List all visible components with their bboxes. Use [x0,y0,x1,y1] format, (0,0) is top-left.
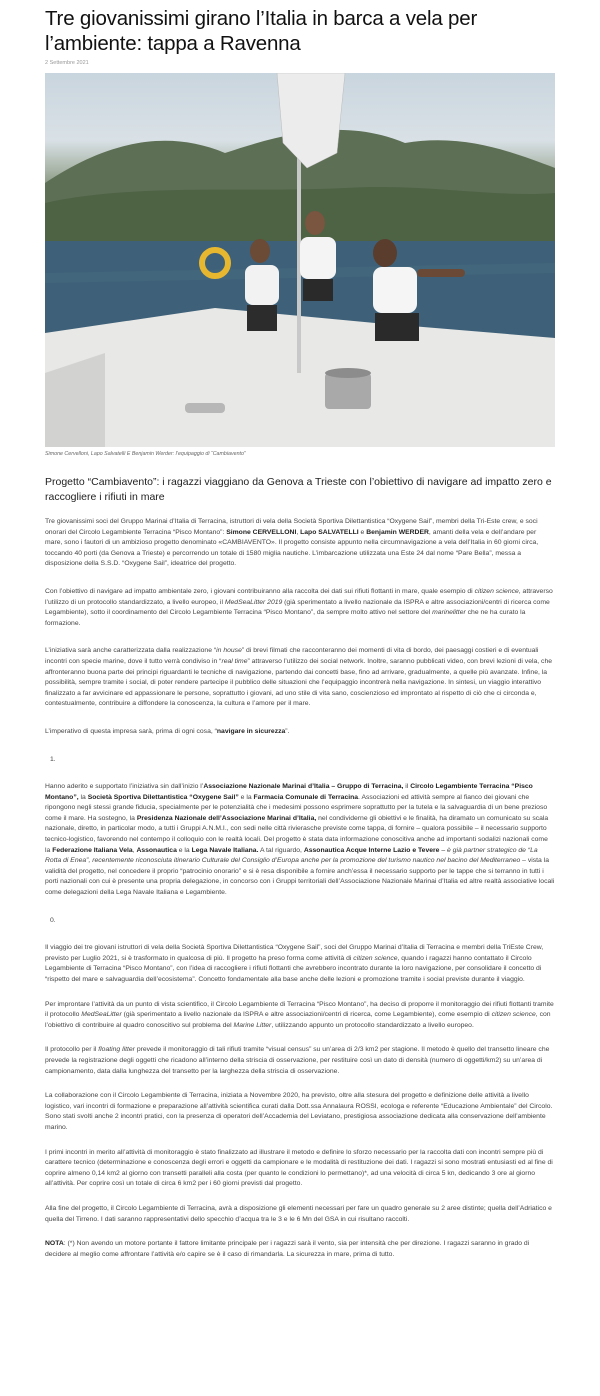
paragraph-3: L’iniziativa sarà anche caratterizzata dalla realizzazione “in house” di brevi filmati che racconteranno dei momenti di vita di bordo, dei paesaggi costieri e di eventuali incontri con specie marine, dove il tutto verrà condiviso in “real time” attraverso l’utilizzo dei social network. Inoltre, saranno pubblicati video, con brevi lezioni di vela, che affronteranno buona parte dei principi riguardanti le tecniche di navigazione, partendo dai concetti base, fino ad arrivare, gradualmente, a quelle più avanzate. Infine, la possibilità, sempre tramite i social, di poter rendere partecipe il pubblico delle situazioni che l’equipaggio incontrerà nella navigazione. In sintesi, un viaggio interattivo finalizzato a far avvicinare ed appassionare le persone, soprattutto i giovani, ad uno stile di vita sano, coscienzioso ed improntato al rispetto di ciò che ci circonda e, contestualmente, contribuire a diffondere la conoscenza, la cultura e l’amore per il mare. [45,647,553,708]
paragraph-5: Hanno aderito e supportato l’iniziativa sin dall’inizio l’Associazione Nazionale Marinai d’Italia – Gruppo di Terracina, il Circolo Legambiente Terracina “Pisco Montano”, la Società Sportiva Dilettantistica “Oxygene Sail” e la Farmacia Comunale di Terracina. Associazioni ed attività sempre al fianco dei giovani che ripongono negli stessi grande fiducia, specialmente per le potenzialità che i medesimi possono esprimere soprattutto per la tutela e la salvaguardia di un bene prezioso come il mare. Ha sostegno, la Presidenza Nazionale dell’Associazione Marinai d’Italia, nel condividerne gli obiettivi e le finalità, ha diramato un comunicato su scala nazionale, diretto, in particolar modo, a tutti i Gruppi A.N.M.I., con sedi nelle città rivierasche previste come tappa, di fornire – qualora possibile – il necessario supporto tecnico-logistico, favorendo nel contempo il colloquio con le realtà locali. Del progetto è stata data informazione conoscitiva anche ad importanti sodalizi nazionali come la Federazione Italiana Vela, Assonautica e la Lega Navale Italiana. A tal riguardo, Assonautica Acque Interne Lazio e Tevere – è già partner strategico de “La Rotta di Enea”, recentemente riconosciuta itinerario Culturale del Consiglio d’Europa anche per la promozione del turismo nautico nel bacino del Mediterraneo – vista la validità del progetto, nel concedere il proprio “patrocinio onorario” e si è resa disponibile a fornire anch’essa il necessario supporto per le tappe che si terranno in tutti i porti nazionali con cui è presente una propria delegazione, in concorso con i Gruppi territoriali dell’Associazione Nazionale Marinai d’Italia ed altre realtà associative locali come delegazioni della Lega Navale Italiana e Legambiente. [45,783,555,897]
article-photo [45,73,555,447]
paragraph-1: Tre giovanissimi soci del Gruppo Marinai d’Italia di Terracina, istruttori di vela della Società Sportiva Dilettantistica “Oxygene Sail”, membri della Tri-Este crew, e soci onorari del Circolo Legambiente Terracina “Pisco Montano”: Simone CERVELLONI, Lapo SALVATELLI e Benjamin WERDER, amanti della vela e dell’andare per mare, sono i fautori di un ambizioso progetto denominato «CAMBIAVENTO». Il progetto consiste appunto nella circumnavigazione a vela dell’Italia in 60 giorni circa, toccando 40 porti (da Genova a Trieste) e percorrendo un totale di 1580 miglia nautiche. L’imbarcazione utilizzata una Este 24 dal nome “Pare Bella”, messa a disposizione della S.S.D. “Oxygene Sail”, ideatrice del progetto. [45,518,539,568]
list-marker-2: 0. [50,916,56,924]
paragraph-6: Il viaggio dei tre giovani istruttori di vela della Società Sportiva Dilettantistica “Oxygene Sail”, soci del Gruppo Marinai d’Italia di Terracina e membri della TriEste Crew, previsto per Luglio 2021, si è trasformato in qualcosa di più. Il progetto ha preso forma come attività di citizen science, quando i ragazzi hanno contattato il Circolo Legambiente di Terracina “Pisco Montano”, con l’idea di raccogliere i rifiuti flottanti che avrebbero incontrato durante la loro navigazione, per consolidare il concetto di “rispetto del mare e salvaguardia dell’ecosistema”. Concetto fondamentale alla base anche delle lezioni e promozione tramite i social previste durante il viaggio. [45,944,544,983]
photo-illustration [45,73,555,447]
paragraph-2: Con l’obiettivo di navigare ad impatto ambientale zero, i giovani contribuiranno alla raccolta dei dati sui rifiuti flottanti in mare, quale esempio di citizen science, attraverso l’utilizzo di un protocollo standardizzato, a livello europeo, il MedSeaLitter 2019 (già sperimentato a livello nazionale da ISPRA e altre associazioni/centri di ricerca come Legambiente), sotto il coordinamento del Circolo Legambiente Terracina “Pisco Montano”, da sempre molto attivo nel settore del marinelitter che ne ha curato la formazione. [45,587,553,627]
paragraph-7: Per improntare l’attività da un punto di vista scientifico, il Circolo Legambiente di Terracina “Pisco Montano”, ha deciso di proporre il monitoraggio dei rifiuti flottanti tramite il protocollo MedSeaLitter (già sperimentato a livello nazionale da ISPRA e altre associazioni/centri di ricerca, come Legambiente), come esempio di citizen science, con l’obiettivo di contribuire al quadro conoscitivo sul problema del Marine Litter, utilizzando appunto un protocollo standardizzato a livello europeo. [45,1000,554,1029]
paragraph-4: L’imperativo di questa impresa sarà, prima di ogni cosa, “navigare in sicurezza”. [45,727,290,735]
article [45,0,555,1260]
paragraph-12: NOTA: (*) Non avendo un motore portante il fattore limitante principale per i ragazzi sarà il vento, sia per intensità che per direzione. I ragazzi saranno in grado di decidere al meglio come affrontare l’attività e/o capire se è il caso di rimandarla. La sicurezza in mare, prima di tutto. [45,1240,530,1258]
photo-caption: Simone Cervelloni, Lapo Salvatelli E Benjamin Werder: l’equipaggio di “Cambiavento” [45,451,246,457]
list-marker-1: 1. [50,755,56,763]
paragraph-10: I primi incontri in merito all’attività di monitoraggio è stato finalizzato ad illustrare il metodo e definire lo sforzo necessario per la raccolta dati con incontri sempre più di carattere tecnico (determinazione e conoscenza degli errori e oggetti da campionare e le modalità di restituzione dei dati. I ragazzi si sono mostrati entusiasti ed al fine di coprire almeno 0,14 km2 al giorno con transetti paralleli alla costa (per quanto le condizioni lo permettano)*, ad una velocità di circa 5 kn, dedicando 3 ore al giorno all’attività. Per coprire così un totale di circa 6 km2 per i 60 giorni previsti dal progetto. [45,1148,553,1188]
paragraph-9: La collaborazione con il Circolo Legambiente di Terracina, iniziata a Novembre 2020, ha previsto, oltre alla stesura del progetto e definizione delle attività a livello logistico, vari incontri di formazione e preparazione all’attività scientifica curati dalla Dott.ssa Annalaura ROSSI, ecologa e referente “Educazione Ambientale” del Circolo. Sono stati svolti anche 2 incontri pratici, con la presenza di operatori dell’Accademia del Leviatano, prestigiosa associazione dedicata alla conservazione dell’ambiente marino. [45,1092,553,1131]
paragraph-8: Il protocollo per il floating litter prevede il monitoraggio di tali rifiuti tramite “visual census” su un’area di 2/3 km2 per stagione. Il metodo è quello del transetto lineare che prevede la registrazione degli oggetti che ricadono all’interno della striscia di osservazione, per restituire così un dato di densità (numero di oggetti/km2) su un’area di campionamento, data dalla lunghezza del transetto per la larghezza della striscia di osservazione. [45,1046,550,1075]
article-date: 2 Settembre 2021 [45,60,89,66]
paragraph-11: Alla fine del progetto, il Circolo Legambiente di Terracina, avrà a disposizione gli elementi necessari per fare un quadro generale su 2 aree distinte; quella dell’Adriatico e quella del Tirreno. I dati saranno rappresentativi dello specchio d’acqua tra le 3 e le 6 Mn del GSA in cui risultano raccolti. [45,1204,552,1223]
article-subtitle: Progetto “Cambiavento”: i ragazzi viaggiano da Genova a Trieste con l’obiettivo di navigare ad impatto zero e raccogliere i rifiuti in mare [45,476,552,503]
article-title: Tre giovanissimi girano l’Italia in barca a vela per l’ambiente: tappa a Ravenna [45,7,478,55]
